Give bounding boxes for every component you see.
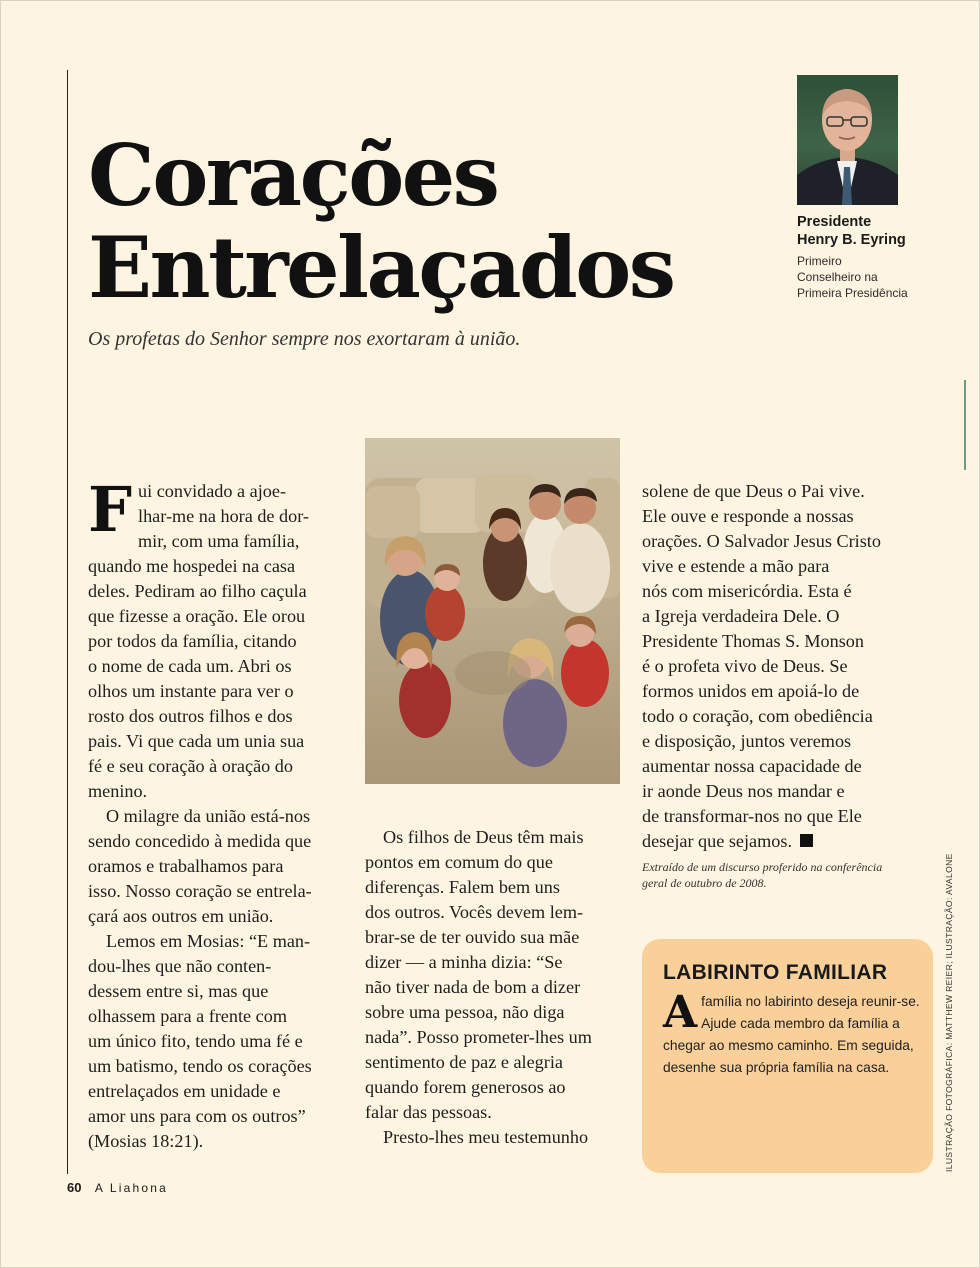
body-line: vive e estende a mão para <box>642 556 830 576</box>
body-line: nós com misericórdia. Esta é <box>642 581 852 601</box>
body-line: çará aos outros em união. <box>88 906 274 926</box>
title-line: Entrelaçados <box>88 218 674 317</box>
body-column-3 <box>642 479 906 854</box>
body-column-1 <box>88 473 350 1154</box>
source-note <box>642 859 912 891</box>
body-line: aumentar nossa capacidade de <box>642 756 862 776</box>
source-note-line: geral de outubro de 2008. <box>642 876 767 890</box>
body-line: fé e seu coração à oração do <box>88 756 293 776</box>
article-subtitle: Os profetas do Senhor sempre nos exortaram à união. <box>88 328 521 350</box>
body-line: não tiver nada de bom a dizer <box>365 977 581 997</box>
body-line: orações. O Salvador Jesus Cristo <box>642 531 881 551</box>
body-column-2 <box>365 825 620 1150</box>
body-line: dizer — a minha dizia: “Se <box>365 952 563 972</box>
title-line: Corações <box>88 126 498 225</box>
body-line: brar-se de ter ouvido sua mãe <box>365 927 580 947</box>
body-line: todo o coração, com obediência <box>642 706 873 726</box>
body-line: falar das pessoas. <box>365 1102 492 1122</box>
body-line: um único fito, tendo uma fé e <box>88 1031 303 1051</box>
body-line: lhar-me na hora de dor- <box>138 506 309 526</box>
body-line: ir aonde Deus nos mandar e <box>642 781 845 801</box>
body-line: Presidente Thomas S. Monson <box>642 631 864 651</box>
body-line: dou-lhes que não conten- <box>88 956 272 976</box>
body-line: olhassem para a frente com <box>88 1006 287 1026</box>
body-line: Presto-lhes meu testemunho <box>383 1127 589 1147</box>
body-line: amor uns para com os outros” <box>88 1106 306 1126</box>
body-line: dos outros. Vocês devem lem- <box>365 902 584 922</box>
author-name-line: Presidente <box>797 214 872 230</box>
body-line: e disposição, juntos veremos <box>642 731 852 751</box>
magazine-name: A Liahona <box>94 1181 168 1195</box>
sidebar-title: LABIRINTO FAMILIAR <box>663 961 888 984</box>
sidebar-body <box>663 987 925 1079</box>
body-line: quando me hospedei na casa <box>88 556 296 576</box>
body-line-last <box>642 829 906 854</box>
body-line: diferenças. Falem bem uns <box>365 877 560 897</box>
source-note-line: Extraído de um discurso proferido na conferência <box>642 860 883 874</box>
body-line: sobre uma pessoa, não diga <box>365 1002 565 1022</box>
body-line: que fizesse a oração. Ele orou <box>88 606 306 626</box>
body-line: de transformar-nos no que Ele <box>642 806 862 826</box>
family-prayer-photo <box>365 438 620 784</box>
author-role-line: Conselheiro na <box>797 270 878 284</box>
author-role-line: Primeira Presidência <box>797 286 908 300</box>
margin-rule <box>67 70 68 1174</box>
sidebar-line: chegar ao mesmo caminho. Em seguida, <box>663 1038 914 1053</box>
body-line: Ele ouve e responde a nossas <box>642 506 854 526</box>
sidebar-line: desenhe sua própria família na casa. <box>663 1060 890 1075</box>
author-block <box>797 213 957 301</box>
body-line: quando forem generosos ao <box>365 1077 566 1097</box>
end-of-article-square-icon <box>800 834 813 847</box>
body-line: isso. Nosso coração se entrela- <box>88 881 312 901</box>
body-line: O milagre da união está-nos <box>106 806 311 826</box>
body-line: menino. <box>88 781 148 801</box>
body-line: oramos e trabalhamos para <box>88 856 284 876</box>
body-line: é o profeta vivo de Deus. Se <box>642 656 848 676</box>
body-line: o nome de cada um. Abri os <box>88 656 292 676</box>
body-line: rosto dos outros filhos e dos <box>88 706 293 726</box>
author-role <box>797 253 957 301</box>
page-edge-mark <box>964 380 966 470</box>
body-line: dessem entre si, mas que <box>88 981 269 1001</box>
author-portrait <box>797 75 898 205</box>
body-line: por todos da família, citando <box>88 631 297 651</box>
body-line: (Mosias 18:21). <box>88 1131 204 1151</box>
body-line: um batismo, tendo os corações <box>88 1056 312 1076</box>
body-line: olhos um instante para ver o <box>88 681 294 701</box>
illustration-credit: ILUSTRAÇÃO FOTOGRÁFICA: MATTHEW REIER; ILUSTRAÇÃO: AVALONE <box>944 853 954 1172</box>
body-line: mir, com uma família, <box>138 531 300 551</box>
body-line-text: desejar que sejamos. <box>642 831 792 851</box>
drop-cap: F <box>88 473 133 546</box>
body-line: entrelaçados em unidade e <box>88 1081 281 1101</box>
body-line: Os filhos de Deus têm mais <box>383 827 584 847</box>
body-line: nada”. Posso prometer-lhes um <box>365 1027 592 1047</box>
body-line: sentimento de paz e alegria <box>365 1052 563 1072</box>
author-role-line: Primeiro <box>797 254 842 268</box>
sidebar-line: Ajude cada membro da família a <box>701 1016 900 1031</box>
body-line: pontos em comum do que <box>365 852 553 872</box>
article-title <box>88 126 674 317</box>
body-line: formos unidos em apoiá-lo de <box>642 681 860 701</box>
page-number: 60 <box>67 1180 82 1195</box>
body-line: a Igreja verdadeira Dele. O <box>642 606 840 626</box>
author-name <box>797 213 957 249</box>
body-line: ui convidado a ajoe- <box>138 481 287 501</box>
body-line: solene de que Deus o Pai vive. <box>642 481 865 501</box>
body-line: sendo concedido à medida que <box>88 831 312 851</box>
body-line: Lemos em Mosias: “E man- <box>106 931 311 951</box>
page-footer <box>67 1180 168 1195</box>
family-maze-sidebar <box>642 939 933 1173</box>
body-line: deles. Pediram ao filho caçula <box>88 581 307 601</box>
author-name-line: Henry B. Eyring <box>797 232 906 248</box>
sidebar-line: família no labirinto deseja reunir-se. <box>701 994 920 1009</box>
sidebar-drop-cap: A <box>663 987 698 1038</box>
body-line: pais. Vi que cada um unia sua <box>88 731 305 751</box>
